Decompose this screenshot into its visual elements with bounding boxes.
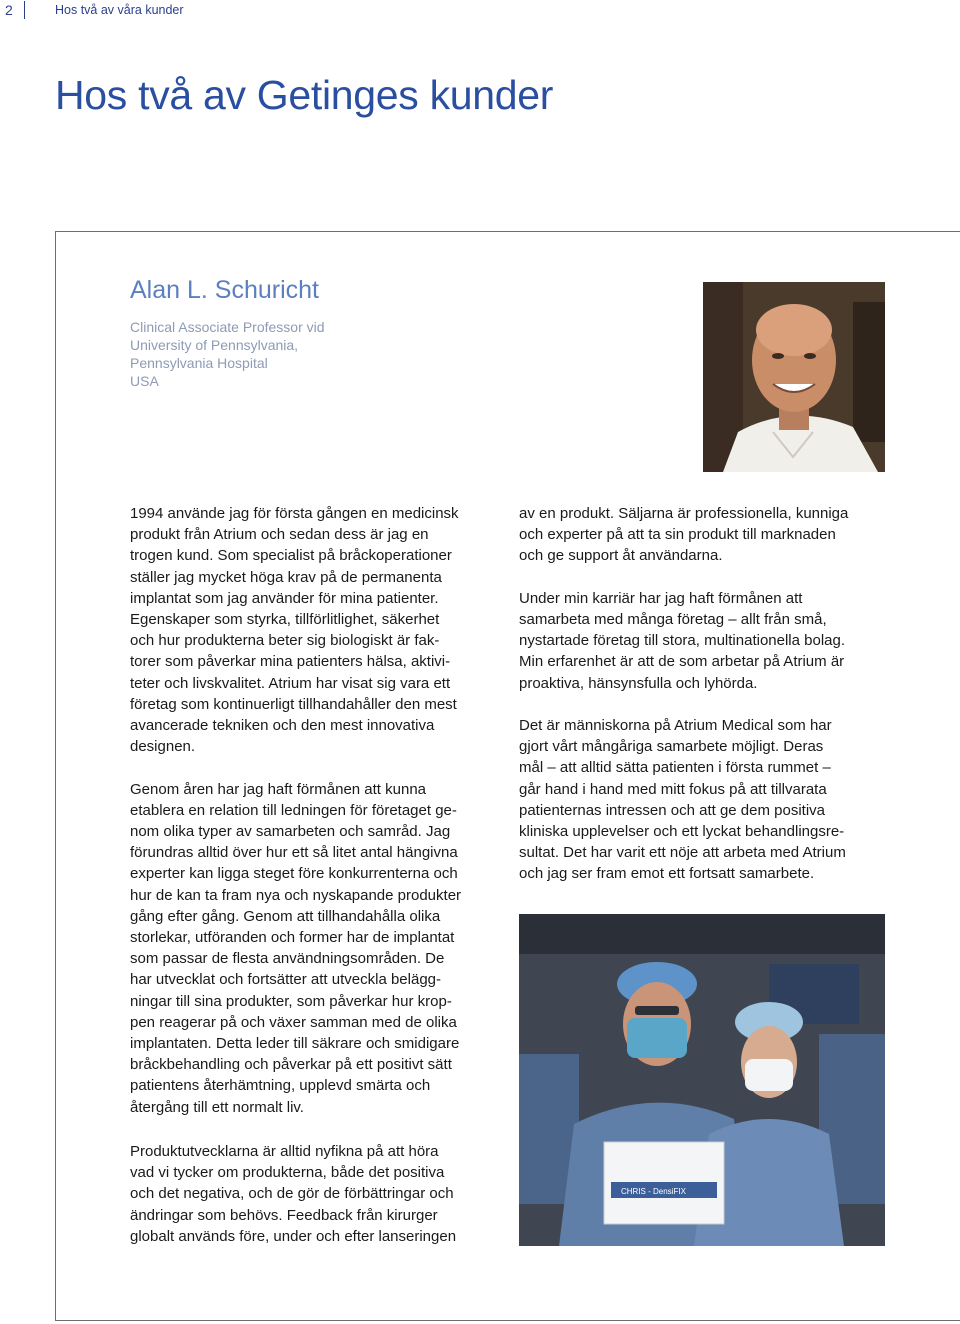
text-line: gång efter gång. Genom att tillhandahålla olika <box>130 907 441 925</box>
text-line: företag som kontinuerligt tillhandahåller den mest <box>130 695 457 713</box>
text-line: och det negativa, och de gör de förbättringar och <box>130 1185 454 1203</box>
text-line: produkt från Atrium och sedan dess är jag en <box>130 526 429 544</box>
operating-room-illustration <box>519 914 885 1246</box>
page-title: Hos två av Getinges kunder <box>55 72 554 118</box>
text-line: implantaten. Detta leder till säkrare och smidigare <box>130 1035 460 1053</box>
text-line: Egenskaper som styrka, tillförlitlighet, säkerhet <box>130 611 440 629</box>
paragraph <box>519 715 899 885</box>
text-line: bråckbehandling och påverkar på ett positivt sätt <box>130 1056 452 1074</box>
text-line: ändringar som behövs. Feedback från kirurger <box>130 1206 438 1224</box>
page-number: 2 <box>5 2 13 18</box>
text-line: avancerade tekniken och den mest innovativa <box>130 717 435 735</box>
text-line: 1994 använde jag för första gången en medicinsk <box>130 505 459 522</box>
text-line: torer som påverkar mina patienters hälsa, aktivi- <box>130 653 451 671</box>
right-column <box>519 503 899 906</box>
operating-room-photo <box>519 914 885 1246</box>
text-line: mål – att alltid sätta patienten i första rummet – <box>519 759 831 777</box>
text-line: storlekar, utföranden och former har de implantat <box>130 929 455 947</box>
header-divider <box>24 1 25 19</box>
text-line: pen reagerar på och växer samman med de olika <box>130 1013 457 1031</box>
text-line: designen. <box>130 738 196 756</box>
text-line: förundras alltid över hur ett så litet antal hängivna <box>130 844 458 862</box>
text-line: och jag ser fram emot ett fortsatt samarbete. <box>519 865 815 883</box>
text-line: Min erfarenhet är att de som arbetar på Atrium är <box>519 653 845 671</box>
product-box-label: CHRIS - DensiFIX <box>621 1187 686 1196</box>
text-line: som passar de flesta användningsområden. De <box>130 950 445 968</box>
paragraph <box>130 1141 510 1247</box>
text-line: experter kan ligga steget före konkurrenterna och <box>130 865 458 883</box>
text-line: och experter på att ta sin produkt till marknaden <box>519 526 836 544</box>
text-line: teter och livskvalitet. Atrium har visat sig vara ett <box>130 674 451 692</box>
text-line: patienternas intressen och att ge dem positiva <box>519 801 826 819</box>
paragraph <box>519 588 899 694</box>
text-line: patientens återhämtning, upplevd smärta och <box>130 1077 431 1095</box>
text-line: och hur produkterna beter sig biologiskt är fak- <box>130 632 440 650</box>
text-line: globalt används före, under och efter lanseringen <box>130 1227 457 1245</box>
affiliation-line: Clinical Associate Professor vid <box>130 319 325 335</box>
text-line: ningar till sina produkter, som påverkar hur krop- <box>130 992 452 1010</box>
text-line: nystartade företag till stora, multinationella bolag. <box>519 632 846 650</box>
text-line: samarbeta med många företag – allt från små, <box>519 611 827 628</box>
text-line: etablera en relation till ledningen för företaget ge- <box>130 801 457 819</box>
text-line: Genom åren har jag haft förmånen att kunna <box>130 780 427 798</box>
affiliation-line: University of Pennsylvania, <box>130 337 299 353</box>
paragraph <box>130 779 510 1118</box>
paragraph <box>130 503 510 757</box>
portrait-illustration <box>703 282 885 472</box>
text-line: implantat som jag använder för mina patienter. <box>130 589 439 607</box>
text-line: proaktiva, hänsynsfulla och lyhörda. <box>519 674 758 692</box>
text-line: trogen kund. Som specialist på bråckoperationer <box>130 547 452 565</box>
running-title: Hos två av våra kunder <box>55 3 184 17</box>
paragraph <box>519 503 899 567</box>
text-line: ställer jag mycket höga krav på de permanenta <box>130 568 442 586</box>
text-line: vad vi tycker om produkterna, både det positiva <box>130 1164 445 1182</box>
affiliation-line: USA <box>130 373 159 389</box>
text-line: nom olika typer av samarbeten och samråd. Jag <box>130 823 451 841</box>
person-name: Alan L. Schuricht <box>130 276 319 304</box>
left-column-bottom <box>130 1141 510 1268</box>
text-line: gjort vårt mångåriga samarbete möjligt. Deras <box>519 738 824 756</box>
text-line: Det är människorna på Atrium Medical som har <box>519 717 832 734</box>
text-line: sultat. Det har varit ett nöje att arbeta med Atrium <box>519 844 846 862</box>
text-line: återgång till ett normalt liv. <box>130 1098 304 1116</box>
portrait-photo <box>703 282 885 472</box>
text-line: av en produkt. Säljarna är professionella, kunniga <box>519 505 849 522</box>
left-column <box>130 503 510 1139</box>
text-line: hur de kan ta fram nya och nyskapande produkter <box>130 886 462 904</box>
affiliation-line: Pennsylvania Hospital <box>130 355 268 371</box>
affiliation <box>130 318 325 390</box>
text-line: Under min karriär har jag haft förmånen att <box>519 589 803 607</box>
text-line: kliniska upplevelser och ett lyckat behandlingsre- <box>519 823 845 841</box>
text-line: har utvecklat och fortsätter att utveckla belägg- <box>130 971 441 989</box>
text-line: och ge support åt användarna. <box>519 547 723 565</box>
text-line: går hand i hand med mitt fokus på att tillvarata <box>519 780 827 798</box>
text-line: Produktutvecklarna är alltid nyfikna på att höra <box>130 1143 439 1160</box>
